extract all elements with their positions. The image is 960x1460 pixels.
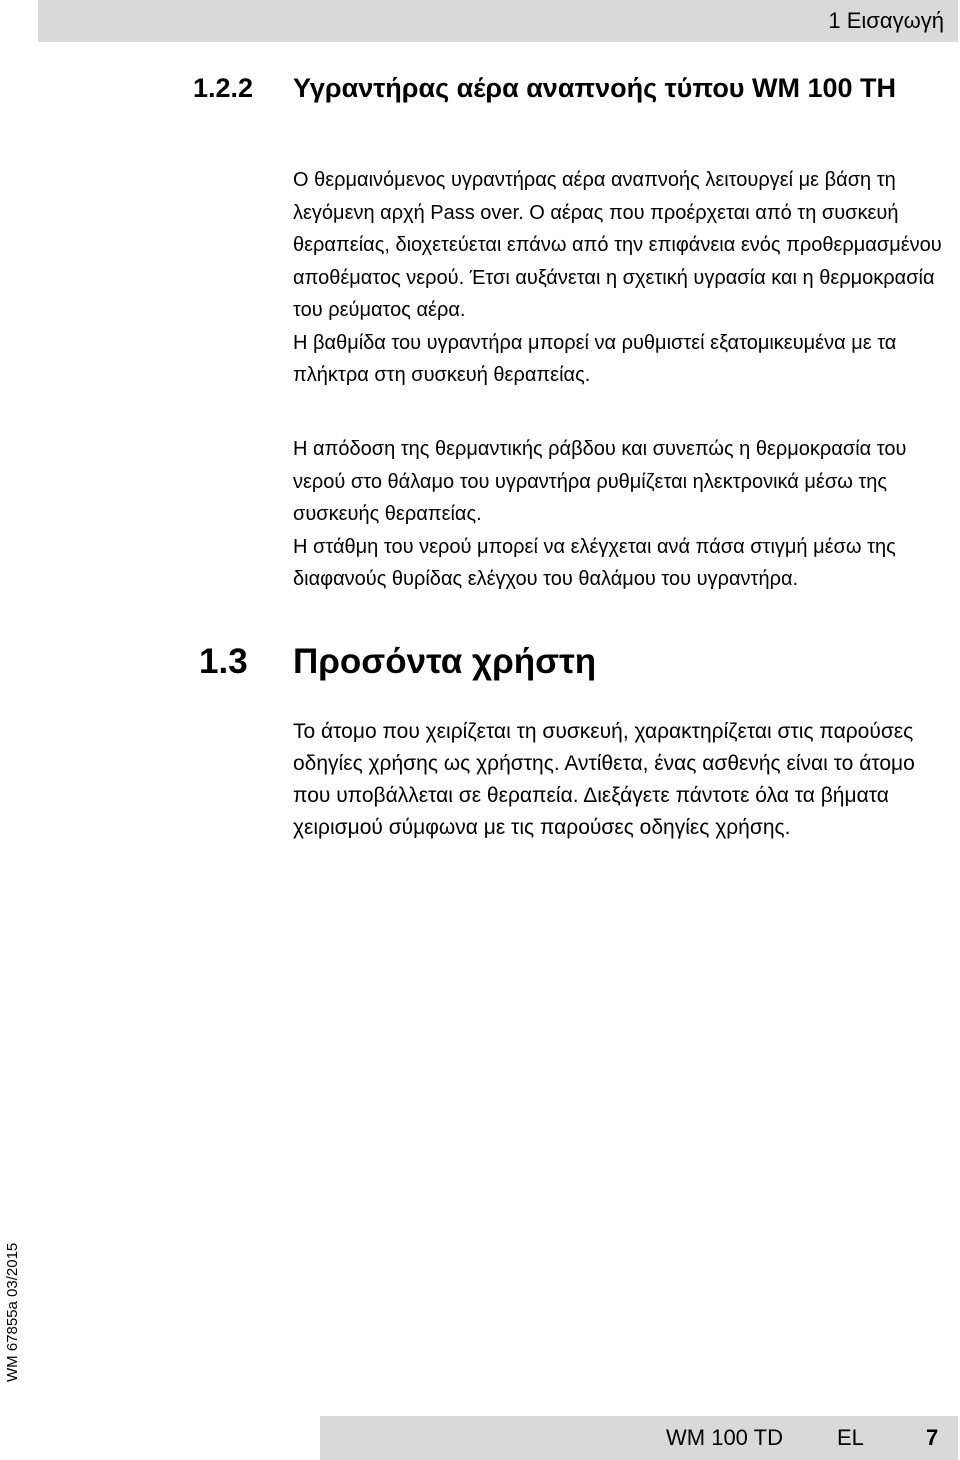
- paragraph-water-level: Η στάθμη του νερού μπορεί να ελέγχεται ανά πάσα στιγμή μέσω της διαφανούς θυρίδας ελέγχου του θαλάμου του υγραντήρα.: [293, 535, 896, 590]
- footer-model: WM 100 TD: [666, 1425, 783, 1450]
- chapter-title: 1 Εισαγωγή: [828, 8, 944, 33]
- section-1-3-body: [293, 716, 953, 844]
- paragraph-user-qualification: Το άτομο που χειρίζεται τη συσκευή, χαρακτηρίζεται στις παρούσες οδηγίες χρήσης ως χρήστης. Αντίθετα, ένας ασθενής είναι το άτομο που υποβάλλεται σε θεραπεία. Διεξάγετε πάντοτε όλα τα βήματα χειρισμού σύμφωνα με τις παρούσες οδηγίες χρήσης.: [293, 720, 915, 839]
- section-title: Προσόντα χρήστη: [293, 642, 597, 681]
- section-1-2-2-details: [293, 433, 953, 596]
- section-1-2-2-intro: [293, 164, 953, 392]
- document-code: WM 67855a 03/2015: [4, 1242, 21, 1382]
- page-footer: [320, 1416, 958, 1460]
- page-number: 7: [926, 1425, 939, 1450]
- page-header: [38, 0, 958, 42]
- paragraph-heating-rod: Η απόδοση της θερμαντικής ράβδου και συνεπώς η θερμοκρασία του νερού στο θάλαμο του υγραντήρα ρυθμίζεται ηλεκτρονικά μέσω της συσκευής θεραπείας.: [293, 438, 907, 525]
- section-title: Υγραντήρας αέρα αναπνοής τύπου WM 100 TH: [293, 73, 897, 103]
- section-number: 1.3: [199, 642, 248, 681]
- section-number: 1.2.2: [193, 73, 254, 103]
- footer-language: EL: [837, 1425, 864, 1450]
- paragraph-pass-over: Ο θερμαινόμενος υγραντήρας αέρα αναπνοής λειτουργεί με βάση τη λεγόμενη αρχή Pass over. Ο αέρας που προέρχεται από τη συσκευή θεραπείας, διοχετεύεται επάνω από την επιφάνεια ενός προθερμασμένου αποθέματος νερού. Έτσι αυξάνεται η σχετική υγρασία και η θερμοκρασία του ρεύματος αέρα.: [293, 169, 942, 321]
- section-heading-1-2-2: [193, 70, 933, 106]
- paragraph-humidifier-level: Η βαθμίδα του υγραντήρα μπορεί να ρυθμιστεί εξατομικευμένα με τα πλήκτρα στη συσκευή θεραπείας.: [293, 331, 897, 386]
